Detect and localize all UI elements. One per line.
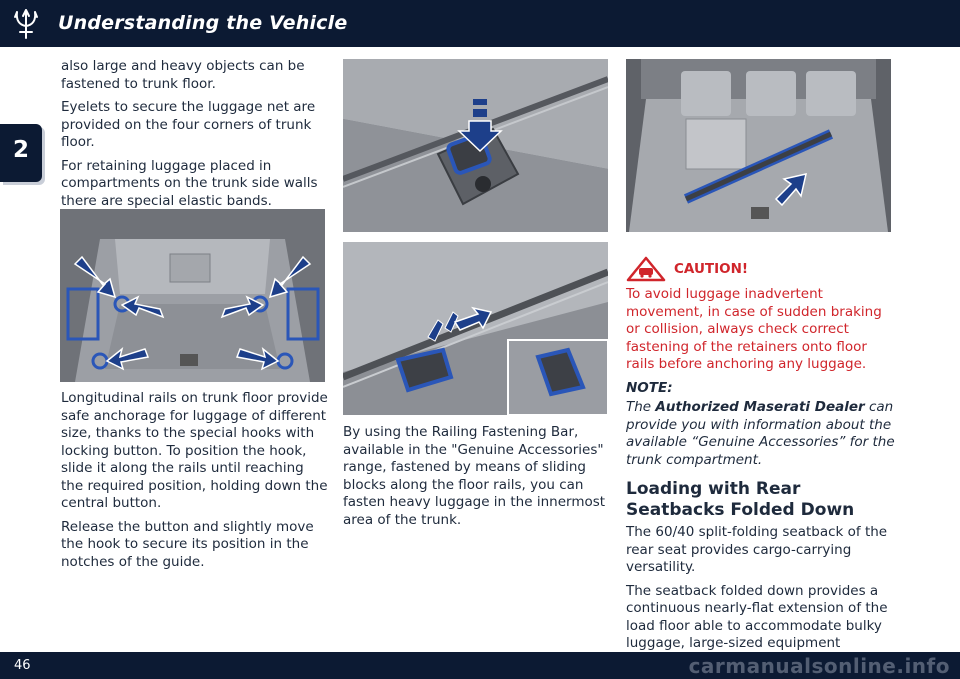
column-2 [343, 424, 611, 535]
paragraph: Longitudinal rails on trunk floor provide safe anchorage for luggage of different size, thanks to the special hooks with locking button. To position the hook, slide it along the rails until reaching the required position, holding down the central button. [61, 390, 328, 511]
column-1-lower [61, 390, 329, 577]
page-header [0, 0, 960, 47]
page-number: 46 [14, 658, 31, 673]
paragraph: The seatback folded down provides a continuous nearly-flat extension of the load floor able to accommodate bulky luggage, large-sized equipment [626, 582, 888, 651]
trunk-eyelets-photo [60, 209, 325, 382]
note-label: NOTE: [626, 379, 673, 396]
paragraph: By using the Railing Fastening Bar, available in the "Genuine Accessories" range, fastened by means of sliding blocks along the floor rails, you can fasten heavy luggage in the innermost area of the trunk. [343, 424, 606, 528]
section-heading: Loading with Rear Seatbacks Folded Down [626, 479, 855, 520]
caution-heading [626, 256, 896, 282]
paragraph: Release the button and slightly move the hook to secure its position in the notches of the guide. [61, 518, 314, 570]
page-footer [0, 652, 960, 679]
paragraph: also large and heavy objects can be fastened to trunk floor. [61, 58, 305, 92]
chapter-number: 2 [13, 137, 30, 163]
paragraph: Eyelets to secure the luggage net are provided on the four corners of trunk floor. [61, 99, 316, 150]
column-1 [61, 58, 329, 216]
header-title: Understanding the Vehicle [58, 12, 348, 34]
note-text: The Authorized Maserati Dealer can provide you with information about the available “Genuine Accessories” for the trunk compartment. [626, 399, 895, 468]
rail-hook-photo [343, 59, 608, 232]
chapter-tab [0, 124, 42, 182]
trunk-bar-photo [626, 59, 891, 232]
caution-text: To avoid luggage inadvertent movement, in case of sudden braking or collision, always check correct fastening of the retainers onto floor rails before anchoring any luggage. [626, 286, 882, 372]
paragraph: For retaining luggage placed in compartments on the trunk side walls there are special elastic bands. [61, 157, 318, 209]
fastening-bar-photo [343, 242, 608, 415]
caution-triangle-icon [626, 256, 666, 282]
paragraph: The 60/40 split-folding seatback of the rear seat provides cargo-carrying versatility. [626, 524, 888, 575]
column-3 [626, 256, 896, 659]
trident-icon [11, 8, 41, 40]
caution-label: CAUTION! [674, 261, 749, 277]
dealer-name: Authorized Maserati Dealer [655, 399, 865, 415]
watermark: carmanualsonline.info [688, 654, 950, 678]
